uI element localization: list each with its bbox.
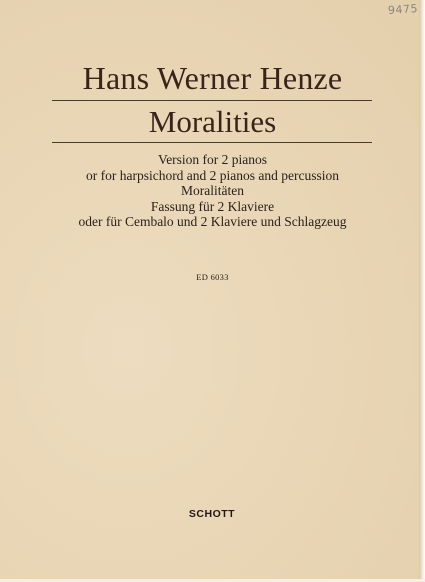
subtitle-line: oder für Cembalo und 2 Klaviere und Schlagzeug bbox=[78, 214, 347, 229]
composer-name: Hans Werner Henze bbox=[82, 60, 343, 96]
subtitle-line: Version for 2 pianos bbox=[157, 152, 268, 167]
edition-number: ED 6033 bbox=[196, 272, 229, 282]
divider-top bbox=[52, 100, 372, 101]
work-title: Moralities bbox=[148, 104, 277, 139]
publisher-logo: SCHOTT bbox=[188, 508, 236, 520]
subtitle-line: Moralitäten bbox=[181, 183, 244, 198]
subtitle-line: or for harpsichord and 2 pianos and percussion bbox=[85, 167, 340, 183]
divider-bottom bbox=[52, 142, 372, 143]
subtitle-line: Fassung für 2 Klaviere bbox=[150, 198, 275, 214]
subtitle-block bbox=[0, 152, 425, 230]
pencil-note: 9475 bbox=[387, 1, 419, 18]
